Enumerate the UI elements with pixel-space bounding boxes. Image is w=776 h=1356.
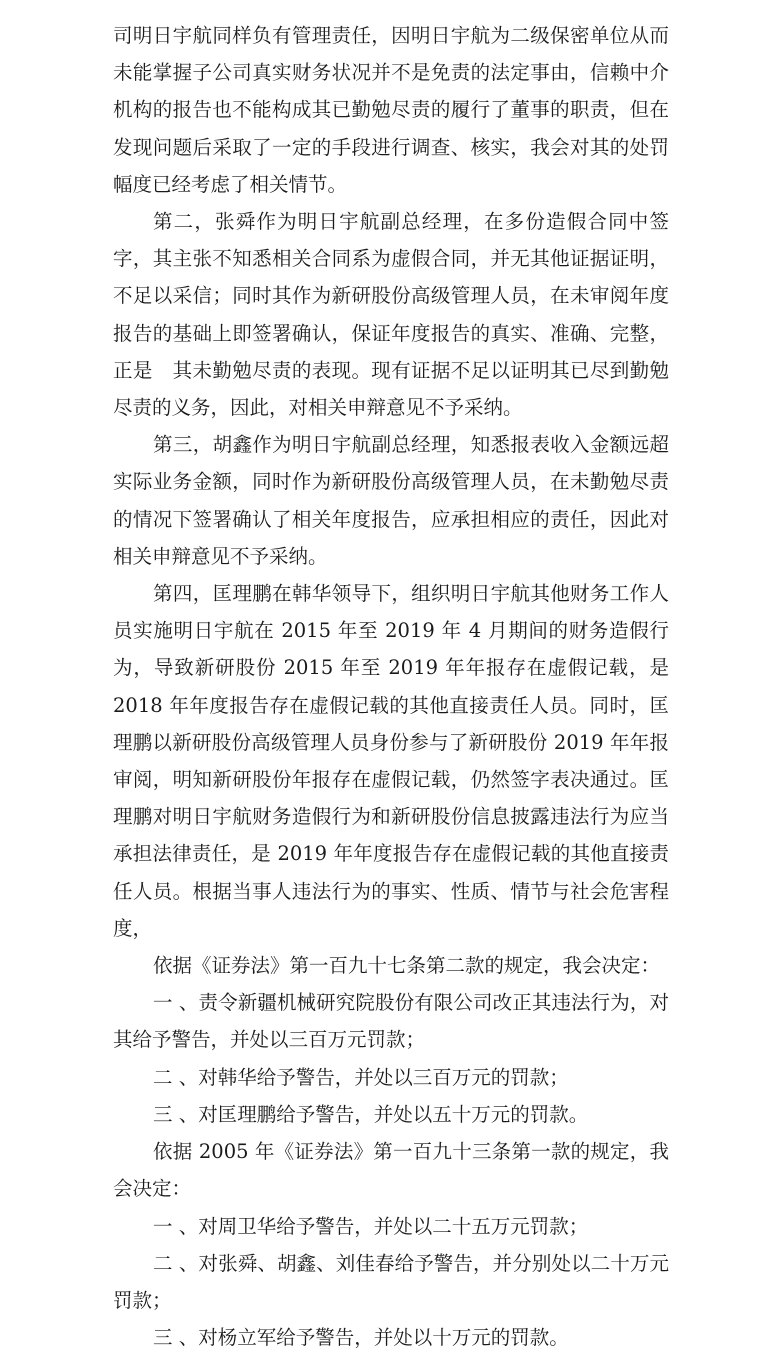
paragraph-continuation: 司明日宇航同样负有管理责任，因明日宇航为二级保密单位从而未能掌握子公司真实财务状况并不是免责的法定事由，信赖中介机构的报告也不能构成其已勤勉尽责的履行了董事的职责，但在发现问题后采取了一定的手段进行调查、核实，我会对其的处罚幅度已经考虑了相关情节。 <box>113 24 669 196</box>
decision-item-1-3: 三 、对匡理鹏给予警告，并处以五十万元的罚款。 <box>153 1102 589 1126</box>
decision-item-1-2: 二 、对韩华给予警告，并处以三百万元的罚款； <box>153 1065 569 1089</box>
paragraph-second-point: 第二，张舜作为明日宇航副总经理，在多份造假合同中签字，其主张不知悉相关合同系为虚假合同，并无其他证据证明，不足以采信；同时其作为新研股份高级管理人员，在未审阅年度报告的基础上即签署确认，保证年度报告的真实、准确、完整，正是 其未勤勉尽责的表现。现有证据不足以证明其已尽到勤勉尽责的义务，因此，对相关申辩意见不予采纳。 <box>113 210 669 420</box>
decision-item-2-3: 三 、对杨立军给予警告，并处以十万元的罚款。 <box>153 1326 569 1350</box>
decision-item-2-2: 二 、对张舜、胡鑫、刘佳春给予警告，并分别处以二十万元罚款； <box>113 1251 669 1312</box>
document-page <box>113 17 669 1356</box>
decision-item-2-1: 一 、对周卫华给予警告，并处以二十五万元罚款； <box>153 1214 589 1238</box>
decision-item-1-1: 一 、责令新疆机械研究院股份有限公司改正其违法行为，对其给予警告，并处以三百万元罚款； <box>113 991 669 1052</box>
decision-basis-1: 依据《证券法》第一百九十七条第二款的规定，我会决定： <box>153 954 661 978</box>
paragraph-fourth-point: 第四，匡理鹏在韩华领导下，组织明日宇航其他财务工作人员实施明日宇航在 2015 年至 2019 年 4 月期间的财务造假行为，导致新研股份 2015 年至 2019 年年报存在虚假记载，是 2018 年年度报告存在虚假记载的其他直接责任人员。同时，匡理鹏以新研股份高级管理人员身份参与了新研股份 2019 年年报审阅，明知新研股份年报存在虚假记载，仍然签字表决通过。匡理鹏对明日宇航财务造假行为和新研股份信息披露违法行为应当承担法律责任，是 2019 年年度报告存在虚假记载的其他直接责任人员。根据当事人违法行为的事实、性质、情节与社会危害程度， <box>113 582 669 940</box>
paragraph-third-point: 第三，胡鑫作为明日宇航副总经理，知悉报表收入金额远超实际业务金额，同时作为新研股份高级管理人员，在未勤勉尽责的情况下签署确认了相关年度报告，应承担相应的责任，因此对相关申辩意见不予采纳。 <box>113 433 669 568</box>
decision-basis-2: 依据 2005 年《证券法》第一百九十三条第一款的规定，我会决定： <box>113 1140 669 1201</box>
